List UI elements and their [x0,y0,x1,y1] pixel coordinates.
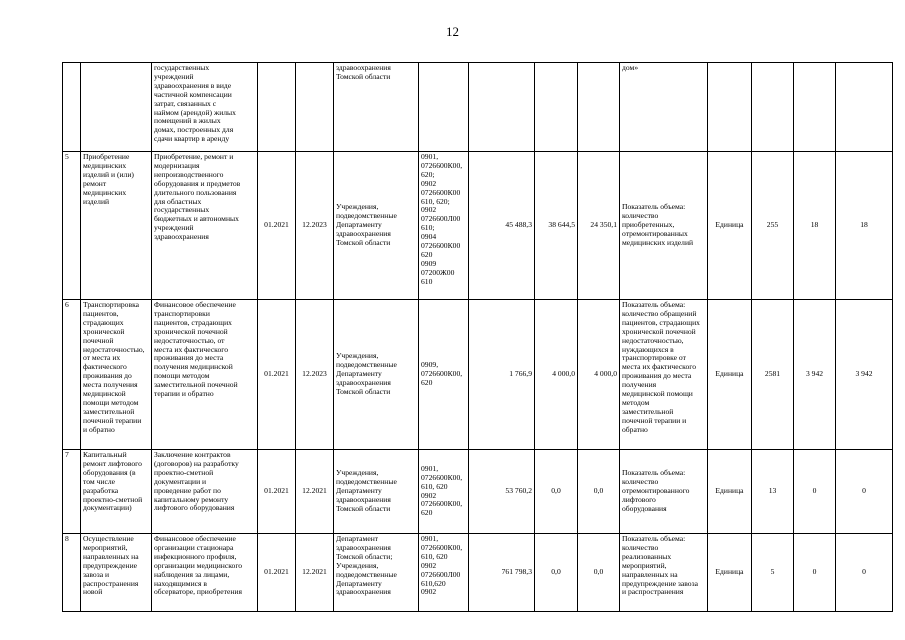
executor: Учреждения, подведомственные Департаменту здравоохранения Томской области [334,300,419,450]
funding-2021 [469,63,535,152]
indicator-2022: 0 [794,534,836,612]
row-number [63,63,81,152]
activity-name [81,63,152,152]
activity-content: Финансовое обеспечение организации стационара инфекционного профиля, организации медицинского наблюдения за лицами, находящимися в обсерваторе, приобретения [152,534,258,612]
activity-name: Капитальный ремонт лифтового оборудования (в том числе разработка проектно-сметной документации) [81,450,152,534]
table-row [63,534,893,612]
row-number: 8 [63,534,81,612]
indicator-2022: 0 [794,450,836,534]
unit: Единица [708,152,752,300]
row-number: 6 [63,300,81,450]
budget-code: 0901, 0726600К00, 620; 0902 0726600К00 610, 620; 0902 0726600Л00 610; 0904 0726600К00 620 0909 07200Ж00 610 [419,152,469,300]
indicator-2022 [794,63,836,152]
funding-2022 [535,63,578,152]
indicator-2022: 18 [794,152,836,300]
funding-2023: 4 000,0 [578,300,620,450]
funding-2023: 24 350,1 [578,152,620,300]
funding-2023: 0,0 [578,450,620,534]
indicator-2022: 3 942 [794,300,836,450]
row-number: 7 [63,450,81,534]
indicator-2023: 3 942 [836,300,893,450]
budget-code: 0901, 0726600К00, 610, 620 0902 0726600Л00 610,620 0902 [419,534,469,612]
indicator: Показатель объема: количество реализованных мероприятий, направленных на предупреждение завоза и распространения [620,534,708,612]
end-date: 12.2021 [296,534,334,612]
end-date: 12.2021 [296,450,334,534]
funding-2022: 0,0 [535,534,578,612]
funding-2021: 761 798,3 [469,534,535,612]
end-date [296,63,334,152]
unit: Единица [708,534,752,612]
end-date: 12.2023 [296,152,334,300]
budget-code: 0901, 0726600К00, 610, 620 0902 0726600К00, 620 [419,450,469,534]
activity-content: государственных учреждений здравоохранения в виде частичной компенсации затрат, связанных с наймом (арендой) жилых помещений в жилых домах, построенных для сдачи квартир в аренду [152,63,258,152]
funding-2021: 45 488,3 [469,152,535,300]
budget-code [419,63,469,152]
indicator-2023 [836,63,893,152]
indicator-2021 [752,63,794,152]
activity-name: Приобретение медицинских изделий и (или) ремонт медицинских изделий [81,152,152,300]
indicator-2021: 255 [752,152,794,300]
funding-2021: 1 766,9 [469,300,535,450]
start-date: 01.2021 [258,534,296,612]
table-row [63,450,893,534]
indicator-2023: 0 [836,534,893,612]
indicator-2023: 0 [836,450,893,534]
end-date: 12.2023 [296,300,334,450]
executor: здравоохранения Томской области [334,63,419,152]
indicator-2021: 5 [752,534,794,612]
start-date [258,63,296,152]
page-number: 12 [446,24,459,39]
executor: Учреждения, подведомственные Департаменту здравоохранения Томской области [334,152,419,300]
table-row [63,300,893,450]
funding-2023: 0,0 [578,534,620,612]
funding-2021: 53 760,2 [469,450,535,534]
funding-2022: 4 000,0 [535,300,578,450]
row-number: 5 [63,152,81,300]
indicator-2023: 18 [836,152,893,300]
table-row [63,152,893,300]
indicator-2021: 13 [752,450,794,534]
executor: Департамент здравоохранения Томской области; Учреждения, подведомственные Департаменту здравоохранения [334,534,419,612]
indicator: Показатель объема: количество приобретенных, отремонтированных медицинских изделий [620,152,708,300]
unit: Единица [708,300,752,450]
table-row [63,63,893,152]
activity-content: Финансовое обеспечение транспортировки пациентов, страдающих хронической почечной недостаточностью, от места их фактического проживания до места получения медицинской помощи методом заместительной почечной терапии и обратно [152,300,258,450]
activity-content: Приобретение, ремонт и модернизация непроизводственного оборудования и предметов длительного пользования для областных государственных бюджетных и автономных учреждений здравоохранения [152,152,258,300]
program-activities-table [62,62,893,612]
funding-2022: 0,0 [535,450,578,534]
unit [708,63,752,152]
funding-2023 [578,63,620,152]
start-date: 01.2021 [258,152,296,300]
funding-2022: 38 644,5 [535,152,578,300]
activity-name: Осуществление мероприятий, направленных на предупреждение завоза и распространения новой [81,534,152,612]
indicator: Показатель объема: количество отремонтированного лифтового оборудования [620,450,708,534]
start-date: 01.2021 [258,300,296,450]
unit: Единица [708,450,752,534]
indicator-2021: 2581 [752,300,794,450]
indicator: Показатель объема: количество обращений пациентов, страдающих хронической почечной недостаточностью, нуждающихся в транспортировке от места их фактического проживания до места получения медицинской помощи методом заместительной почечной терапии и обратно [620,300,708,450]
indicator: дом» [620,63,708,152]
start-date: 01.2021 [258,450,296,534]
activity-name: Транспортировка пациентов, страдающих хронической почечной недостаточностью, от места их фактического проживания до места получения медицинской помощи методом заместительной почечной терапии и обратно [81,300,152,450]
executor: Учреждения, подведомственные Департаменту здравоохранения Томской области [334,450,419,534]
budget-code: 0909, 0726600К00, 620 [419,300,469,450]
activity-content: Заключение контрактов (договоров) на разработку проектно-сметной документации и проведение работ по капитальному ремонту лифтового оборудования [152,450,258,534]
